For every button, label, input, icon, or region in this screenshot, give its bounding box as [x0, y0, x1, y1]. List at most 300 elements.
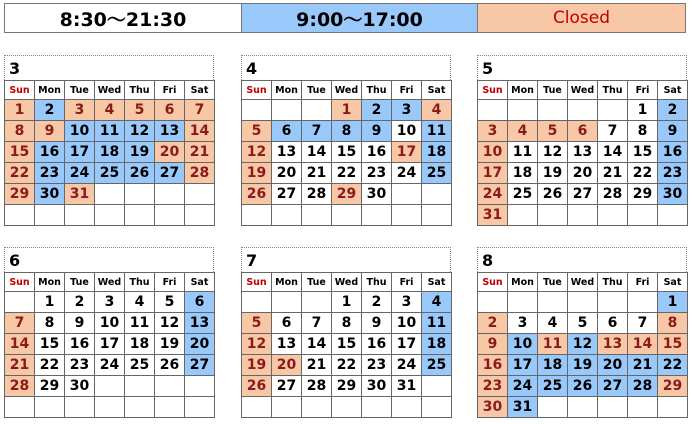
day-cell: 18	[95, 142, 125, 163]
day-cell: 13	[155, 121, 185, 142]
week-row	[5, 355, 215, 376]
day-cell: 28	[302, 376, 332, 397]
week-row	[242, 142, 452, 163]
day-cell: 21	[628, 355, 658, 376]
empty-day-cell	[538, 100, 568, 121]
day-cell: 31	[508, 397, 538, 418]
day-cell: 11	[422, 121, 452, 142]
day-cell: 5	[155, 292, 185, 313]
day-cell: 28	[5, 376, 35, 397]
week-row	[5, 376, 215, 397]
day-cell: 16	[35, 142, 65, 163]
week-row	[478, 292, 688, 313]
day-cell: 23	[35, 163, 65, 184]
month-calendar	[4, 55, 214, 231]
day-cell: 19	[568, 355, 598, 376]
empty-day-cell	[538, 292, 568, 313]
day-cell: 30	[478, 397, 508, 418]
day-cell: 16	[362, 142, 392, 163]
day-cell: 19	[242, 355, 272, 376]
empty-day-cell	[95, 184, 125, 205]
day-cell: 4	[422, 100, 452, 121]
day-cell: 5	[568, 313, 598, 334]
empty-day-cell	[185, 397, 215, 418]
day-cell: 12	[568, 334, 598, 355]
day-cell: 31	[478, 205, 508, 226]
empty-day-cell	[35, 205, 65, 226]
month-grid	[477, 272, 688, 418]
weekday-header: Tue	[302, 81, 332, 100]
day-cell: 14	[598, 142, 628, 163]
day-cell: 3	[392, 100, 422, 121]
weekday-header: Wed	[332, 81, 362, 100]
week-row	[478, 121, 688, 142]
weekday-header: Sun	[5, 273, 35, 292]
weekday-header: Fri	[155, 81, 185, 100]
day-cell: 29	[332, 376, 362, 397]
weekday-header: Mon	[272, 81, 302, 100]
month-calendar	[241, 247, 451, 423]
weekday-header-row	[242, 273, 452, 292]
day-cell: 6	[598, 313, 628, 334]
day-cell: 22	[35, 355, 65, 376]
day-cell: 24	[508, 376, 538, 397]
weekday-header: Sun	[478, 81, 508, 100]
day-cell: 3	[95, 292, 125, 313]
week-row	[5, 142, 215, 163]
empty-day-cell	[272, 397, 302, 418]
day-cell: 24	[392, 355, 422, 376]
day-cell: 10	[65, 121, 95, 142]
day-cell: 5	[242, 313, 272, 334]
empty-day-cell	[598, 205, 628, 226]
day-cell: 11	[95, 121, 125, 142]
day-cell: 29	[5, 184, 35, 205]
day-cell: 21	[185, 142, 215, 163]
day-cell: 15	[332, 334, 362, 355]
empty-day-cell	[508, 205, 538, 226]
weekday-header: Mon	[272, 273, 302, 292]
month-title: 6	[4, 247, 214, 272]
day-cell: 26	[568, 376, 598, 397]
day-cell: 10	[95, 313, 125, 334]
day-cell: 9	[362, 121, 392, 142]
day-cell: 22	[332, 163, 362, 184]
weekday-header: Thu	[125, 81, 155, 100]
day-cell: 20	[155, 142, 185, 163]
empty-day-cell	[272, 205, 302, 226]
day-cell: 27	[185, 355, 215, 376]
day-cell: 25	[508, 184, 538, 205]
day-cell: 2	[658, 100, 688, 121]
empty-day-cell	[185, 205, 215, 226]
day-cell: 27	[272, 376, 302, 397]
weekday-header: Tue	[65, 81, 95, 100]
day-cell: 2	[35, 100, 65, 121]
week-row	[242, 100, 452, 121]
day-cell: 25	[125, 355, 155, 376]
day-cell: 14	[628, 334, 658, 355]
day-cell: 24	[65, 163, 95, 184]
empty-day-cell	[242, 205, 272, 226]
day-cell: 27	[272, 184, 302, 205]
week-row	[478, 355, 688, 376]
empty-day-cell	[568, 100, 598, 121]
day-cell: 9	[658, 121, 688, 142]
empty-day-cell	[598, 292, 628, 313]
empty-day-cell	[658, 205, 688, 226]
weekday-header: Sun	[5, 81, 35, 100]
day-cell: 12	[242, 334, 272, 355]
week-row	[242, 184, 452, 205]
empty-day-cell	[568, 292, 598, 313]
day-cell: 7	[185, 100, 215, 121]
empty-day-cell	[332, 205, 362, 226]
day-cell: 15	[332, 142, 362, 163]
weekday-header: Tue	[65, 273, 95, 292]
day-cell: 12	[155, 313, 185, 334]
day-cell: 30	[35, 184, 65, 205]
empty-day-cell	[155, 205, 185, 226]
week-row	[5, 292, 215, 313]
week-row	[5, 100, 215, 121]
empty-day-cell	[185, 376, 215, 397]
empty-day-cell	[155, 397, 185, 418]
week-row	[242, 313, 452, 334]
weekday-header: Sat	[185, 81, 215, 100]
day-cell: 18	[125, 334, 155, 355]
week-row	[242, 334, 452, 355]
legend-short-hours: 9:00〜17:00	[242, 3, 478, 33]
week-row	[242, 292, 452, 313]
weekday-header-row	[5, 81, 215, 100]
day-cell: 3	[508, 313, 538, 334]
week-row	[5, 163, 215, 184]
day-cell: 11	[508, 142, 538, 163]
day-cell: 5	[242, 121, 272, 142]
empty-day-cell	[65, 397, 95, 418]
week-row	[478, 334, 688, 355]
weekday-header: Thu	[125, 273, 155, 292]
day-cell: 2	[362, 100, 392, 121]
day-cell: 25	[422, 163, 452, 184]
day-cell: 31	[392, 376, 422, 397]
weekday-header: Wed	[332, 273, 362, 292]
day-cell: 10	[392, 313, 422, 334]
empty-day-cell	[125, 376, 155, 397]
empty-day-cell	[272, 100, 302, 121]
empty-day-cell	[538, 205, 568, 226]
month-grid	[241, 272, 452, 418]
empty-day-cell	[598, 397, 628, 418]
empty-day-cell	[538, 397, 568, 418]
day-cell: 23	[362, 355, 392, 376]
day-cell: 17	[392, 334, 422, 355]
day-cell: 23	[362, 163, 392, 184]
day-cell: 7	[302, 313, 332, 334]
day-cell: 27	[155, 163, 185, 184]
day-cell: 20	[568, 163, 598, 184]
day-cell: 14	[302, 334, 332, 355]
day-cell: 27	[568, 184, 598, 205]
day-cell: 1	[35, 292, 65, 313]
day-cell: 17	[478, 163, 508, 184]
week-row	[478, 142, 688, 163]
empty-day-cell	[422, 205, 452, 226]
month-grid	[4, 80, 215, 226]
day-cell: 16	[478, 355, 508, 376]
empty-day-cell	[302, 100, 332, 121]
day-cell: 9	[35, 121, 65, 142]
day-cell: 2	[65, 292, 95, 313]
weekday-header: Mon	[35, 273, 65, 292]
week-row	[5, 334, 215, 355]
day-cell: 29	[658, 376, 688, 397]
week-row	[478, 163, 688, 184]
empty-day-cell	[392, 205, 422, 226]
day-cell: 24	[392, 163, 422, 184]
empty-day-cell	[478, 100, 508, 121]
month-grid	[477, 80, 688, 226]
empty-day-cell	[5, 292, 35, 313]
week-row	[242, 163, 452, 184]
day-cell: 17	[65, 142, 95, 163]
day-cell: 19	[155, 334, 185, 355]
weekday-header-row	[242, 81, 452, 100]
day-cell: 8	[628, 121, 658, 142]
empty-day-cell	[242, 397, 272, 418]
empty-day-cell	[95, 397, 125, 418]
day-cell: 25	[538, 376, 568, 397]
day-cell: 22	[5, 163, 35, 184]
empty-day-cell	[242, 292, 272, 313]
week-row	[5, 205, 215, 226]
weekday-header: Fri	[628, 273, 658, 292]
day-cell: 13	[272, 334, 302, 355]
day-cell: 3	[478, 121, 508, 142]
empty-day-cell	[5, 205, 35, 226]
day-cell: 7	[5, 313, 35, 334]
day-cell: 25	[422, 355, 452, 376]
empty-day-cell	[568, 397, 598, 418]
weekday-header: Tue	[538, 81, 568, 100]
empty-day-cell	[125, 397, 155, 418]
day-cell: 6	[272, 313, 302, 334]
empty-day-cell	[242, 100, 272, 121]
weekday-header: Sat	[422, 81, 452, 100]
day-cell: 14	[185, 121, 215, 142]
weekday-header-row	[5, 273, 215, 292]
empty-day-cell	[95, 376, 125, 397]
day-cell: 11	[538, 334, 568, 355]
day-cell: 15	[5, 142, 35, 163]
empty-day-cell	[65, 205, 95, 226]
day-cell: 25	[95, 163, 125, 184]
week-row	[5, 184, 215, 205]
day-cell: 28	[302, 184, 332, 205]
weekday-header: Wed	[568, 273, 598, 292]
empty-day-cell	[392, 397, 422, 418]
day-cell: 13	[598, 334, 628, 355]
day-cell: 8	[5, 121, 35, 142]
day-cell: 20	[272, 163, 302, 184]
day-cell: 1	[658, 292, 688, 313]
day-cell: 23	[658, 163, 688, 184]
month-title: 8	[477, 247, 687, 272]
week-row	[242, 121, 452, 142]
empty-day-cell	[362, 205, 392, 226]
weekday-header: Fri	[392, 81, 422, 100]
weekday-header: Wed	[95, 81, 125, 100]
day-cell: 6	[568, 121, 598, 142]
day-cell: 4	[538, 313, 568, 334]
day-cell: 2	[362, 292, 392, 313]
day-cell: 17	[95, 334, 125, 355]
empty-day-cell	[568, 205, 598, 226]
empty-day-cell	[628, 205, 658, 226]
day-cell: 15	[658, 334, 688, 355]
day-cell: 12	[538, 142, 568, 163]
week-row	[242, 205, 452, 226]
day-cell: 24	[478, 184, 508, 205]
day-cell: 21	[598, 163, 628, 184]
day-cell: 16	[658, 142, 688, 163]
week-row	[242, 355, 452, 376]
day-cell: 13	[568, 142, 598, 163]
day-cell: 30	[658, 184, 688, 205]
empty-day-cell	[155, 376, 185, 397]
day-cell: 5	[125, 100, 155, 121]
day-cell: 26	[242, 376, 272, 397]
day-cell: 20	[598, 355, 628, 376]
empty-day-cell	[302, 292, 332, 313]
day-cell: 29	[35, 376, 65, 397]
day-cell: 26	[155, 355, 185, 376]
weekday-header: Sat	[658, 273, 688, 292]
weekday-header: Mon	[508, 81, 538, 100]
day-cell: 13	[185, 313, 215, 334]
day-cell: 17	[392, 142, 422, 163]
empty-day-cell	[422, 376, 452, 397]
week-row	[5, 397, 215, 418]
day-cell: 23	[478, 376, 508, 397]
month-calendar	[477, 55, 687, 231]
month-calendar	[477, 247, 687, 423]
day-cell: 18	[538, 355, 568, 376]
day-cell: 8	[332, 121, 362, 142]
week-row	[242, 376, 452, 397]
weekday-header: Sun	[478, 273, 508, 292]
empty-day-cell	[422, 397, 452, 418]
day-cell: 16	[65, 334, 95, 355]
day-cell: 7	[628, 313, 658, 334]
day-cell: 1	[332, 292, 362, 313]
week-row	[478, 313, 688, 334]
day-cell: 12	[242, 142, 272, 163]
day-cell: 27	[598, 376, 628, 397]
empty-day-cell	[272, 292, 302, 313]
week-row	[478, 100, 688, 121]
empty-day-cell	[302, 397, 332, 418]
empty-day-cell	[125, 184, 155, 205]
week-row	[478, 397, 688, 418]
week-row	[478, 205, 688, 226]
day-cell: 28	[598, 184, 628, 205]
empty-day-cell	[95, 205, 125, 226]
day-cell: 28	[628, 376, 658, 397]
empty-day-cell	[658, 397, 688, 418]
day-cell: 19	[125, 142, 155, 163]
weekday-header: Fri	[628, 81, 658, 100]
day-cell: 10	[508, 334, 538, 355]
month-grid	[4, 272, 215, 418]
day-cell: 3	[65, 100, 95, 121]
day-cell: 18	[508, 163, 538, 184]
empty-day-cell	[508, 100, 538, 121]
day-cell: 21	[302, 355, 332, 376]
weekday-header: Sat	[658, 81, 688, 100]
day-cell: 19	[538, 163, 568, 184]
day-cell: 31	[65, 184, 95, 205]
day-cell: 10	[392, 121, 422, 142]
day-cell: 19	[242, 163, 272, 184]
day-cell: 11	[422, 313, 452, 334]
day-cell: 3	[392, 292, 422, 313]
empty-day-cell	[302, 205, 332, 226]
day-cell: 1	[332, 100, 362, 121]
weekday-header: Thu	[362, 81, 392, 100]
weekday-header: Tue	[538, 273, 568, 292]
day-cell: 22	[332, 355, 362, 376]
weekday-header: Thu	[362, 273, 392, 292]
day-cell: 9	[65, 313, 95, 334]
empty-day-cell	[598, 100, 628, 121]
empty-day-cell	[185, 184, 215, 205]
month-title: 4	[241, 55, 451, 80]
day-cell: 8	[658, 313, 688, 334]
week-row	[478, 184, 688, 205]
empty-day-cell	[155, 184, 185, 205]
day-cell: 26	[125, 163, 155, 184]
month-title: 5	[477, 55, 687, 80]
day-cell: 26	[242, 184, 272, 205]
day-cell: 22	[628, 163, 658, 184]
day-cell: 4	[125, 292, 155, 313]
weekday-header: Sun	[242, 81, 272, 100]
weekday-header: Wed	[568, 81, 598, 100]
legend-closed: Closed	[478, 3, 686, 33]
month-grid	[241, 80, 452, 226]
day-cell: 2	[478, 313, 508, 334]
day-cell: 20	[272, 355, 302, 376]
weekday-header: Wed	[95, 273, 125, 292]
month-title: 7	[241, 247, 451, 272]
weekday-header: Thu	[598, 81, 628, 100]
weekday-header: Thu	[598, 273, 628, 292]
day-cell: 9	[362, 313, 392, 334]
weekday-header-row	[478, 81, 688, 100]
weekday-header-row	[478, 273, 688, 292]
day-cell: 12	[125, 121, 155, 142]
empty-day-cell	[628, 292, 658, 313]
day-cell: 28	[185, 163, 215, 184]
day-cell: 17	[508, 355, 538, 376]
month-calendar	[241, 55, 451, 231]
day-cell: 14	[5, 334, 35, 355]
day-cell: 30	[362, 376, 392, 397]
week-row	[242, 397, 452, 418]
day-cell: 7	[302, 121, 332, 142]
